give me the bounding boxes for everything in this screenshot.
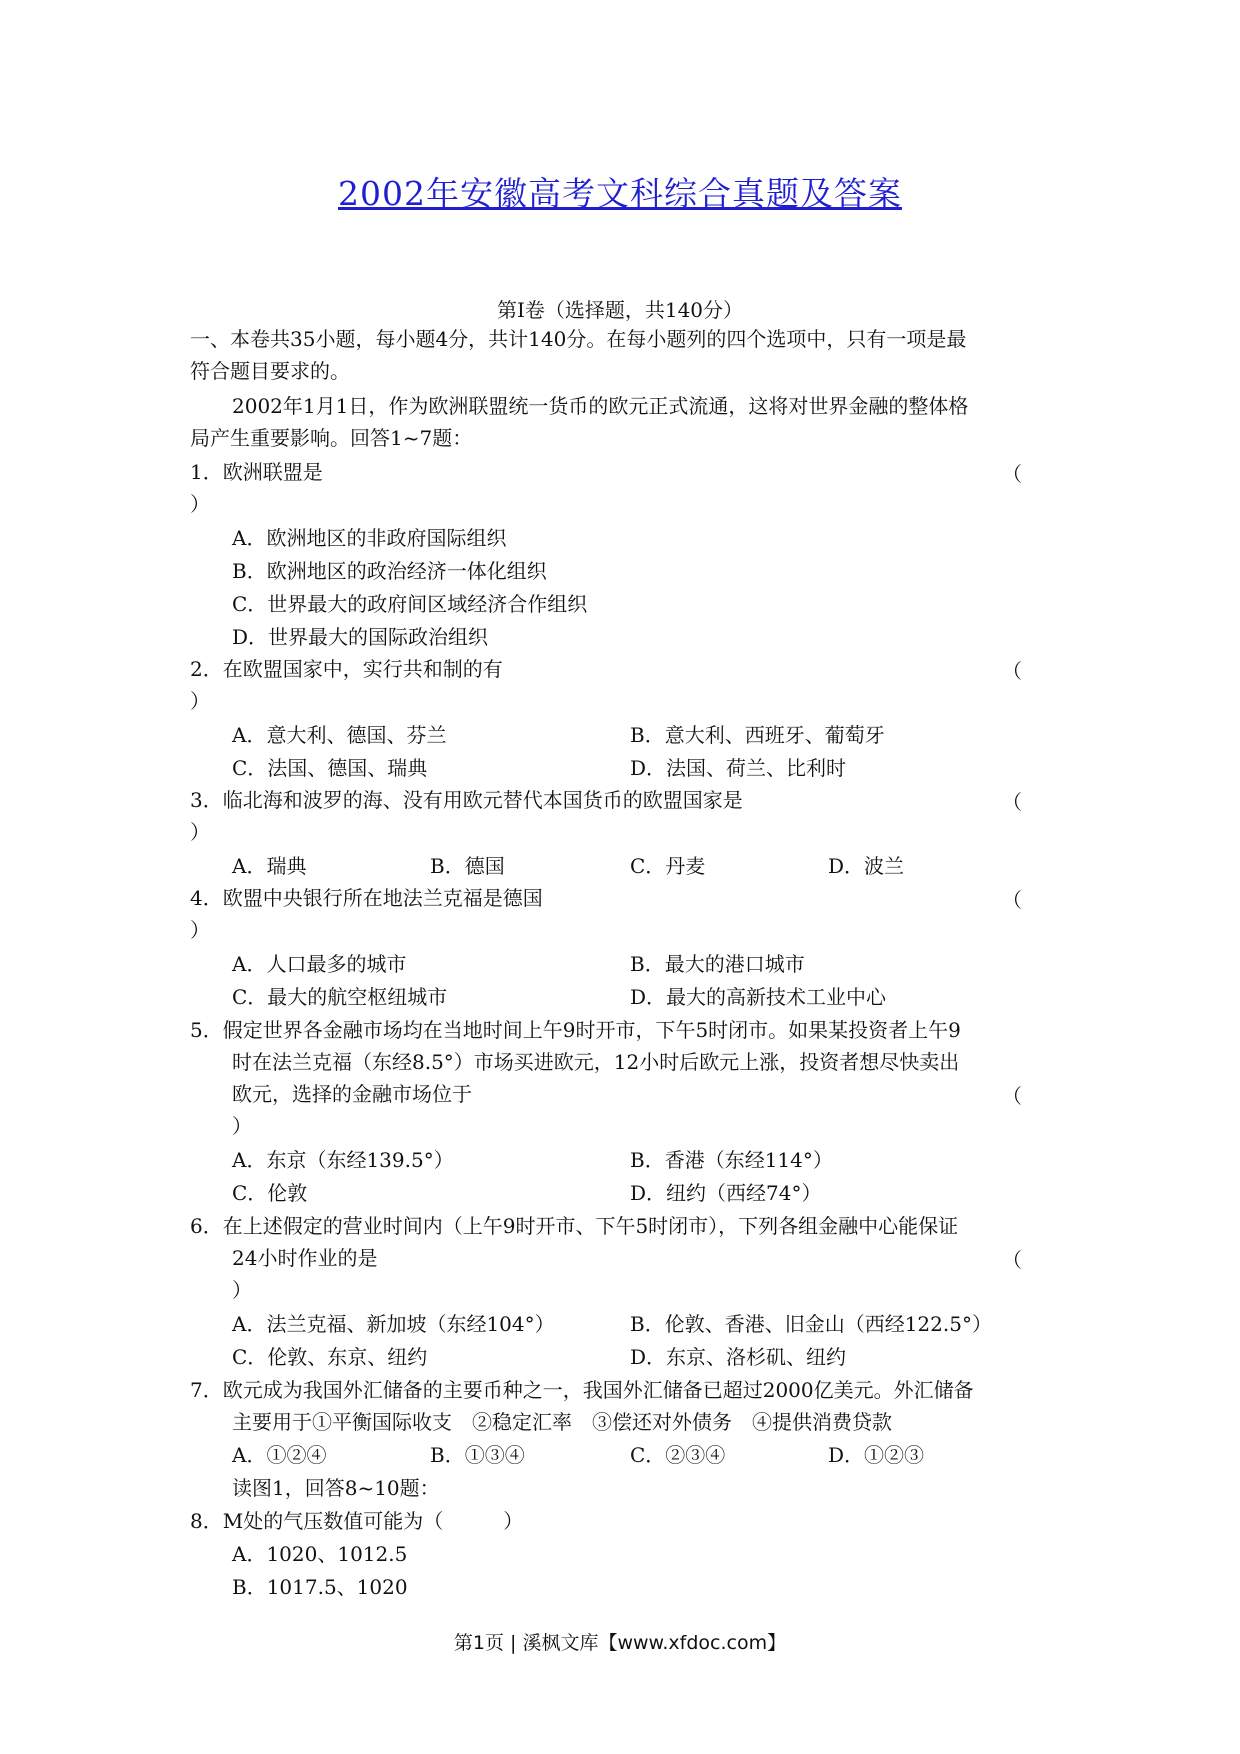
q1-option-b: B．欧洲地区的政治经济一体化组织 (232, 559, 547, 583)
q2-option-b: B．意大利、西班牙、葡萄牙 (630, 723, 885, 747)
q5-option-b: B．香港（东经114°） (630, 1148, 833, 1172)
q5-paren-close: ） (232, 1114, 252, 1138)
q6-option-c: C．伦敦、东京、纽约 (232, 1345, 428, 1369)
q4-stem: 4．欧盟中央银行所在地法兰克福是德国 (190, 886, 543, 910)
q5-stem-line-2: 时在法兰克福（东经8.5°）市场买进欧元，12小时后欧元上涨，投资者想尽快卖出 (232, 1050, 960, 1074)
q2-paren-close: ） (190, 689, 210, 713)
q2-paren-open: （ (1002, 659, 1022, 683)
q6-option-d: D．东京、洛杉矶、纽约 (630, 1345, 847, 1369)
q6-paren-close: ） (232, 1278, 252, 1302)
q7-stem-line-1: 7．欧元成为我国外汇储备的主要币种之一，我国外汇储备已超过2000亿美元。外汇储备 (190, 1378, 974, 1402)
q5-paren-open: （ (1002, 1084, 1022, 1108)
q1-option-d: D．世界最大的国际政治组织 (232, 625, 489, 649)
instructions-line-1: 一、本卷共35小题，每小题4分，共计140分。在每小题列的四个选项中，只有一项是最 (190, 327, 967, 351)
q4-option-d: D．最大的高新技术工业中心 (630, 985, 887, 1009)
q3-paren-close: ） (190, 820, 210, 844)
q5-stem-line-1: 5．假定世界各金融市场均在当地时间上午9时开市，下午5时闭市。如果某投资者上午9 (190, 1018, 961, 1042)
instructions-line-2: 符合题目要求的。 (190, 359, 350, 383)
q3-option-b: B．德国 (430, 854, 505, 878)
q6-option-b: B．伦敦、香港、旧金山（西经122.5°） (630, 1312, 992, 1336)
q6-stem-line-1: 6．在上述假定的营业时间内（上午9时开市、下午5时闭市），下列各组金融中心能保证 (190, 1214, 959, 1238)
page-title[interactable]: 2002年安徽高考文科综合真题及答案 (338, 174, 902, 213)
q2-option-c: C．法国、德国、瑞典 (232, 756, 428, 780)
q1-paren-close: ） (190, 492, 210, 516)
q2-option-d: D．法国、荷兰、比利时 (630, 756, 847, 780)
q8-option-a: A．1020、1012.5 (232, 1542, 408, 1566)
q7-stem-line-2: 主要用于①平衡国际收支 ②稳定汇率 ③偿还对外债务 ④提供消费贷款 (232, 1410, 892, 1434)
q2-option-a: A．意大利、德国、芬兰 (232, 723, 447, 747)
q3-stem: 3．临北海和波罗的海、没有用欧元替代本国货币的欧盟国家是 (190, 788, 743, 812)
intro-line-1: 2002年1月1日，作为欧洲联盟统一货币的欧元正式流通，这将对世界金融的整体格 (232, 394, 969, 418)
q1-option-a: A．欧洲地区的非政府国际组织 (232, 526, 507, 550)
q1-option-c: C．世界最大的政府间区域经济合作组织 (232, 592, 588, 616)
q6-stem-line-2: 24小时作业的是 (232, 1246, 378, 1270)
q1-stem: 1．欧洲联盟是 (190, 460, 323, 484)
q3-option-c: C．丹麦 (630, 854, 706, 878)
section-header: 第Ⅰ卷（选择题，共140分） (496, 298, 744, 322)
q2-stem: 2．在欧盟国家中，实行共和制的有 (190, 657, 503, 681)
q4-option-b: B．最大的港口城市 (630, 952, 805, 976)
q3-option-d: D．波兰 (828, 854, 905, 878)
q3-option-a: A．瑞典 (232, 854, 307, 878)
q7-option-a: A．①②④ (232, 1443, 327, 1467)
intro-line-2: 局产生重要影响。回答1~7题： (190, 426, 473, 450)
q8-stem: 8．M处的气压数值可能为（ ） (190, 1509, 524, 1533)
q3-paren-open: （ (1002, 790, 1022, 814)
q5-option-d: D．纽约（西经74°） (630, 1181, 822, 1205)
q6-paren-open: （ (1002, 1248, 1022, 1272)
q6-option-a: A．法兰克福、新加坡（东经104°） (232, 1312, 555, 1336)
intro-8-10: 读图1，回答8~10题： (232, 1476, 440, 1500)
q4-paren-open: （ (1002, 888, 1022, 912)
q5-stem-line-3: 欧元，选择的金融市场位于 (232, 1082, 472, 1106)
q7-option-b: B．①③④ (430, 1443, 525, 1467)
q7-option-d: D．①②③ (828, 1443, 925, 1467)
q5-option-a: A．东京（东经139.5°） (232, 1148, 454, 1172)
q5-option-c: C．伦敦 (232, 1181, 308, 1205)
q7-option-c: C．②③④ (630, 1443, 726, 1467)
q4-option-a: A．人口最多的城市 (232, 952, 407, 976)
q4-option-c: C．最大的航空枢纽城市 (232, 985, 448, 1009)
page-footer: 第1页 | 溪枫文库【www.xfdoc.com】 (453, 1632, 787, 1654)
q8-option-b: B．1017.5、1020 (232, 1575, 408, 1599)
q4-paren-close: ） (190, 918, 210, 942)
q1-paren-open: （ (1002, 462, 1022, 486)
